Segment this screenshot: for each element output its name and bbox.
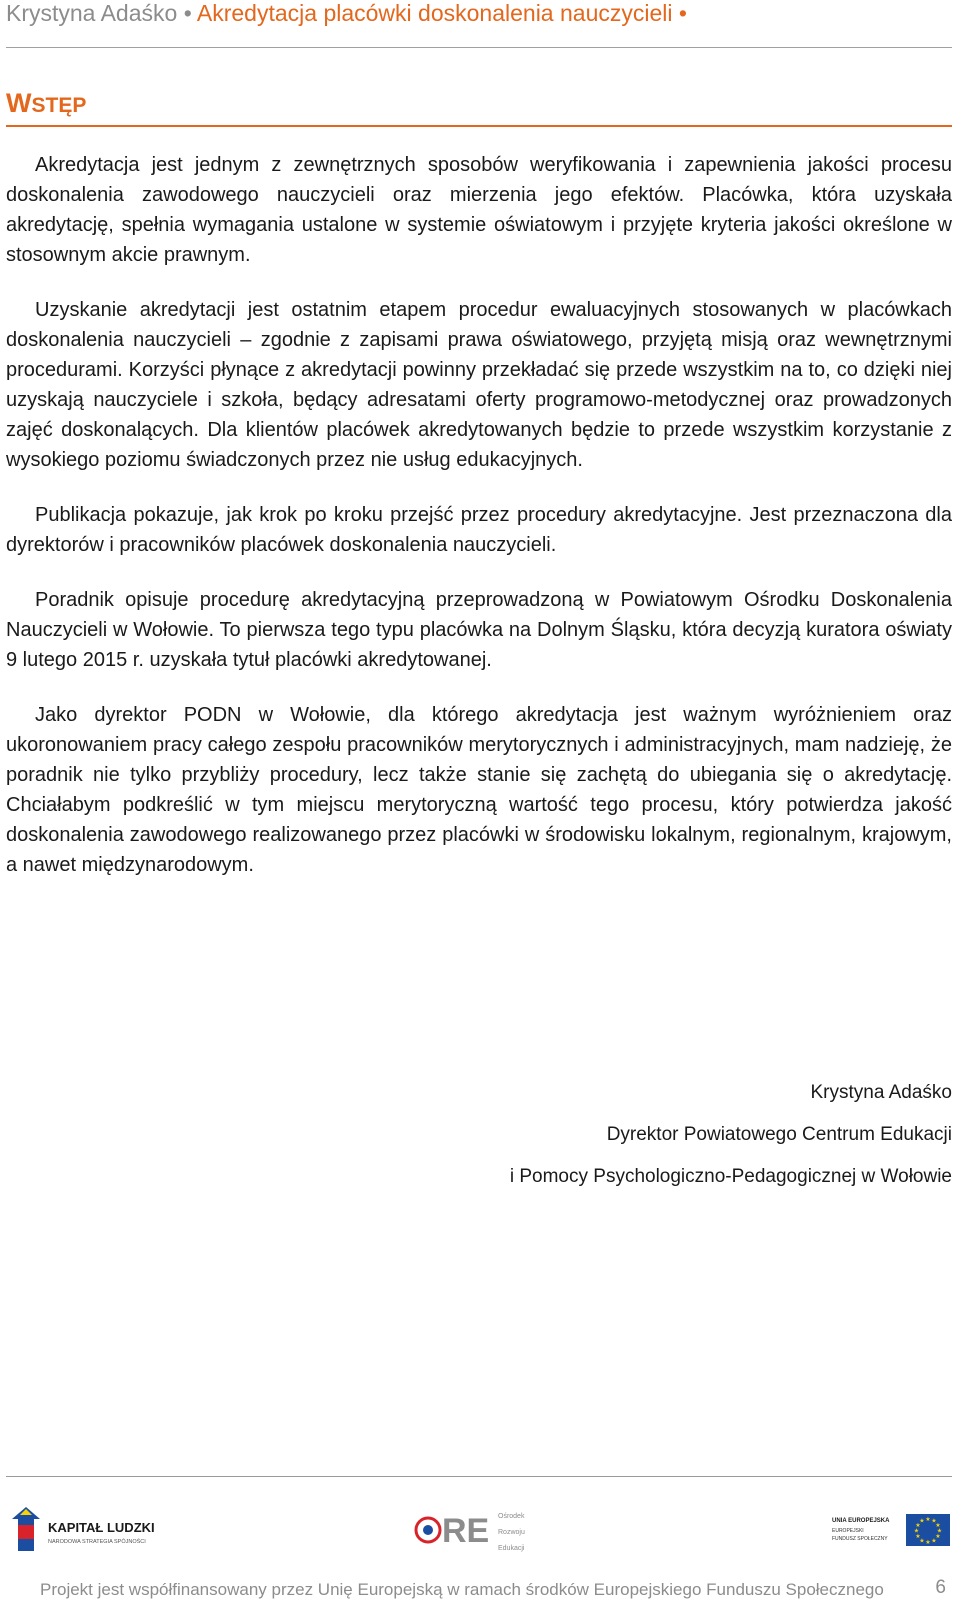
paragraph-5: Jako dyrektor PODN w Wołowie, dla którego akredytacja jest ważnym wyróżnieniem oraz ukoronowaniem pracy całego zespołu pracowników merytorycznych i administracyjnych, mam nadzieję, że poradnik nie tylko przybliży procedury, lecz także stanie się zachętą do ubiegania się o akredytację. Chciałabym podkreślić w tym miejscu merytoryczną wartość tego procesu, który potwierdza jakość doskonalenia zawodowego realizowanego przez placówki w środowisku lokalnym, regionalnym, krajowym, a nawet międzynarodowym.: [6, 704, 952, 876]
body-text: [6, 150, 952, 905]
section-heading-rest: STĘP: [31, 94, 87, 117]
ore-logo-sub-3: Edukacji: [498, 1545, 525, 1552]
signature-block: [510, 1072, 952, 1198]
ore-logo: [412, 1504, 552, 1558]
header-trailing-bullet: •: [678, 0, 687, 26]
paragraph-1: Akredytacja jest jednym z zewnętrznych sposobów weryfikowania i zapewnienia jakości procesu doskonalenia zawodowego nauczycieli oraz mierzenia jego efektów. Placówka, która uzyskała akredytację, spełnia wymagania ustalone w systemie oświatowym i przyjęte kryteria jakości określone w stosownym akcie prawnym.: [6, 154, 952, 266]
header-bullet: •: [183, 0, 192, 26]
svg-text:★: ★: [936, 1527, 943, 1535]
svg-text:★: ★: [925, 1539, 931, 1546]
paragraph-3: Publikacja pokazuje, jak krok po kroku przejść przez procedury akredytacyjne. Jest przeznaczona dla dyrektorów i pracowników placówek doskonalenia nauczycieli.: [6, 504, 952, 556]
eu-logo-title: UNIA EUROPEJSKA: [832, 1518, 890, 1524]
signature-title-line-2: i Pomocy Psychologiczno-Pedagogicznej w Wołowie: [509, 1166, 952, 1187]
svg-text:★: ★: [925, 1516, 931, 1523]
eu-logo: [832, 1512, 952, 1548]
svg-text:★: ★: [931, 1537, 937, 1545]
footer-divider: [6, 1476, 952, 1477]
page-number: 6: [935, 1577, 946, 1598]
eu-logo-sub-2: FUNDUSZ SPOŁECZNY: [832, 1536, 888, 1542]
eu-logo-sub-1: EUROPEJSKI: [832, 1528, 864, 1534]
footer-note: Projekt jest współfinansowany przez Unię Europejską w ramach środków Europejskiego Funduszu Społecznego: [40, 1580, 884, 1599]
svg-text:★: ★: [919, 1537, 925, 1545]
svg-text:★: ★: [931, 1517, 937, 1525]
paragraph-2: Uzyskanie akredytacji jest ostatnim etapem procedur ewaluacyjnych stosowanych w placówkach doskonalenia nauczycieli – zgodnie z zapisami prawa oświatowego, przyjętą misją oraz wewnętrznymi procedurami. Korzyści płynące z akredytacji powinny przekładać się przede wszystkim na to, co dzięki niej uzyskają nauczyciele i szkoła, będący adresatami oferty programowo-metodycznej oraz prowadzonych zajęć doskonalących. Dla klientów placówek akredytowanych będzie to przede wszystkim korzystanie z wysokiego poziomu świadczonych przez nie usług edukacyjnych.: [6, 299, 952, 471]
signature-name: Krystyna Adaśko: [810, 1082, 952, 1103]
header-author: Krystyna Adaśko: [6, 0, 178, 26]
section-heading-initial: W: [6, 88, 32, 118]
svg-text:★: ★: [913, 1527, 920, 1535]
paragraph-4: Poradnik opisuje procedurę akredytacyjną przeprowadzoną w Powiatowym Ośrodku Doskonalenia Nauczycieli w Wołowie. To pierwsza tego typu placówka na Dolnym Śląsku, która decyzją kuratora oświaty 9 lutego 2015 r. uzyskała tytuł placówki akredytowanej.: [6, 589, 952, 671]
ore-logo-sub-1: Ośrodek: [498, 1513, 525, 1520]
svg-text:★: ★: [935, 1522, 941, 1529]
ore-logo-letters: RE: [442, 1512, 490, 1550]
svg-text:★: ★: [915, 1533, 921, 1540]
ore-logo-sub-2: Rozwoju: [498, 1529, 525, 1536]
running-header: [6, 0, 952, 48]
svg-text:★: ★: [935, 1533, 941, 1540]
svg-text:★: ★: [919, 1517, 925, 1525]
kapital-ludzki-logo: [10, 1505, 160, 1555]
svg-text:★: ★: [915, 1522, 921, 1529]
section-heading: [6, 86, 952, 127]
signature-title-line-1: Dyrektor Powiatowego Centrum Edukacji: [606, 1124, 952, 1145]
kl-logo-title: KAPITAŁ LUDZKI: [48, 1520, 155, 1535]
header-document-title: Akredytacja placówki doskonalenia nauczycieli: [196, 0, 673, 26]
kl-logo-subtitle: NARODOWA STRATEGIA SPÓJNOŚCI: [48, 1539, 146, 1545]
